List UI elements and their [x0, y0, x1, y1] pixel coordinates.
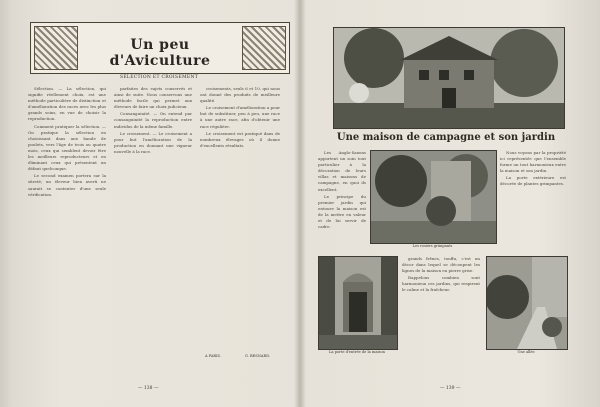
text-column-2 [114, 86, 192, 371]
text-column-3 [200, 86, 280, 350]
garden-path-photo [486, 256, 568, 350]
caption-side: Les rosiers grimpants [412, 244, 453, 248]
paragraph: Le croisement est pratiqué dans de nombreux élevages où il donne d'excellents résultats. [200, 130, 280, 148]
caption-path: Une allée [517, 350, 535, 354]
signature-place: A PARIS. [205, 354, 222, 358]
paragraph: Le croisement. — Le croisement a pour but l'amélioration de la production en donnant une vigueur nouvelle à la race. [114, 130, 192, 154]
paragraph: grands frênes, touffu, c'est un décor dans lequel se découpent les lignes de la maison en pierre grise. [402, 256, 480, 274]
paragraph: Rappelons combien sont harmonieux ces jardins, qui respirent le calme et la fraîcheur. [402, 275, 480, 293]
text-column-right [500, 150, 566, 250]
paragraph: Les Anglo-Saxons apportent un soin tout particulier à la décoration de leurs villas et maisons de campagne, en quoi ils excellent. [318, 150, 366, 192]
page-number: — 138 — [138, 386, 159, 391]
paragraph: parfaites des sujets conservés et ainsi de suite. Nous conservons une méthode facile qui permet aux éleveurs de faire un choix judicieux. [114, 86, 192, 110]
title-banner [30, 22, 290, 74]
paragraph: Comment pratiquer la sélection. — On pratique la sélection en choisissant dans une bande de poulets, vers l'âge de trois ou quatre mois, ceux qui semblent devoir être les meilleurs reproducteurs et en éliminant ceux qui présentent un défaut quelconque. [28, 123, 106, 172]
paragraph: Consanguinité. — On entend par consanguinité la reproduction entre individus de la même famille. [114, 111, 192, 129]
ornament-left-icon [34, 26, 78, 70]
paragraph: Nous voyons par la propriété ici représentée que l'ensemble forme un tout harmonieux entre la maison et son jardin. [500, 150, 566, 174]
paragraph: Le croisement d'amélioration a pour but de substituer, peu à peu, une race à une autre race, afin d'obtenir une race régulière. [200, 105, 280, 129]
left-page [0, 0, 298, 407]
paragraph: Le second examen portera sur la sûreté; un éleveur bien averti ne saurait se contenter d'une seule vérification. [28, 173, 106, 197]
section-subtitle: SÉLECTION ET CROISEMENT [119, 75, 199, 80]
text-column-bottom [402, 256, 480, 354]
ornament-right-icon [242, 26, 286, 70]
paragraph: Le principe du premier jardin qui entoure la maison est de la mettre en valeur et de lui servir de cadre. [318, 193, 366, 230]
paragraph: croisements, seuls 6 et 10, qui nous ont donné des produits de meilleure qualité. [200, 86, 280, 104]
house-photo [333, 27, 565, 129]
page-title: Un peu d'Aviculture [109, 37, 211, 69]
page-number-right: — 139 — [440, 386, 461, 391]
signature: G. BESNARD. [245, 354, 271, 358]
garden-side-photo [370, 150, 497, 244]
entrance-door-photo [318, 256, 398, 350]
article-title: Une maison de campagne et son jardin [336, 132, 556, 143]
text-column-1 [28, 86, 106, 371]
text-column-mid [318, 150, 366, 250]
paragraph: Sélection. — La sélection, qui signifie réellement choix, est une méthode particulière de distinction et d'amélioration des races avec les plus grands soins, en vue de choisir la reproduction. [28, 86, 106, 122]
paragraph: La porte extérieure est décorée de plantes grimpantes. [500, 175, 566, 187]
caption-door: La porte d'entrée de la maison [329, 350, 385, 354]
